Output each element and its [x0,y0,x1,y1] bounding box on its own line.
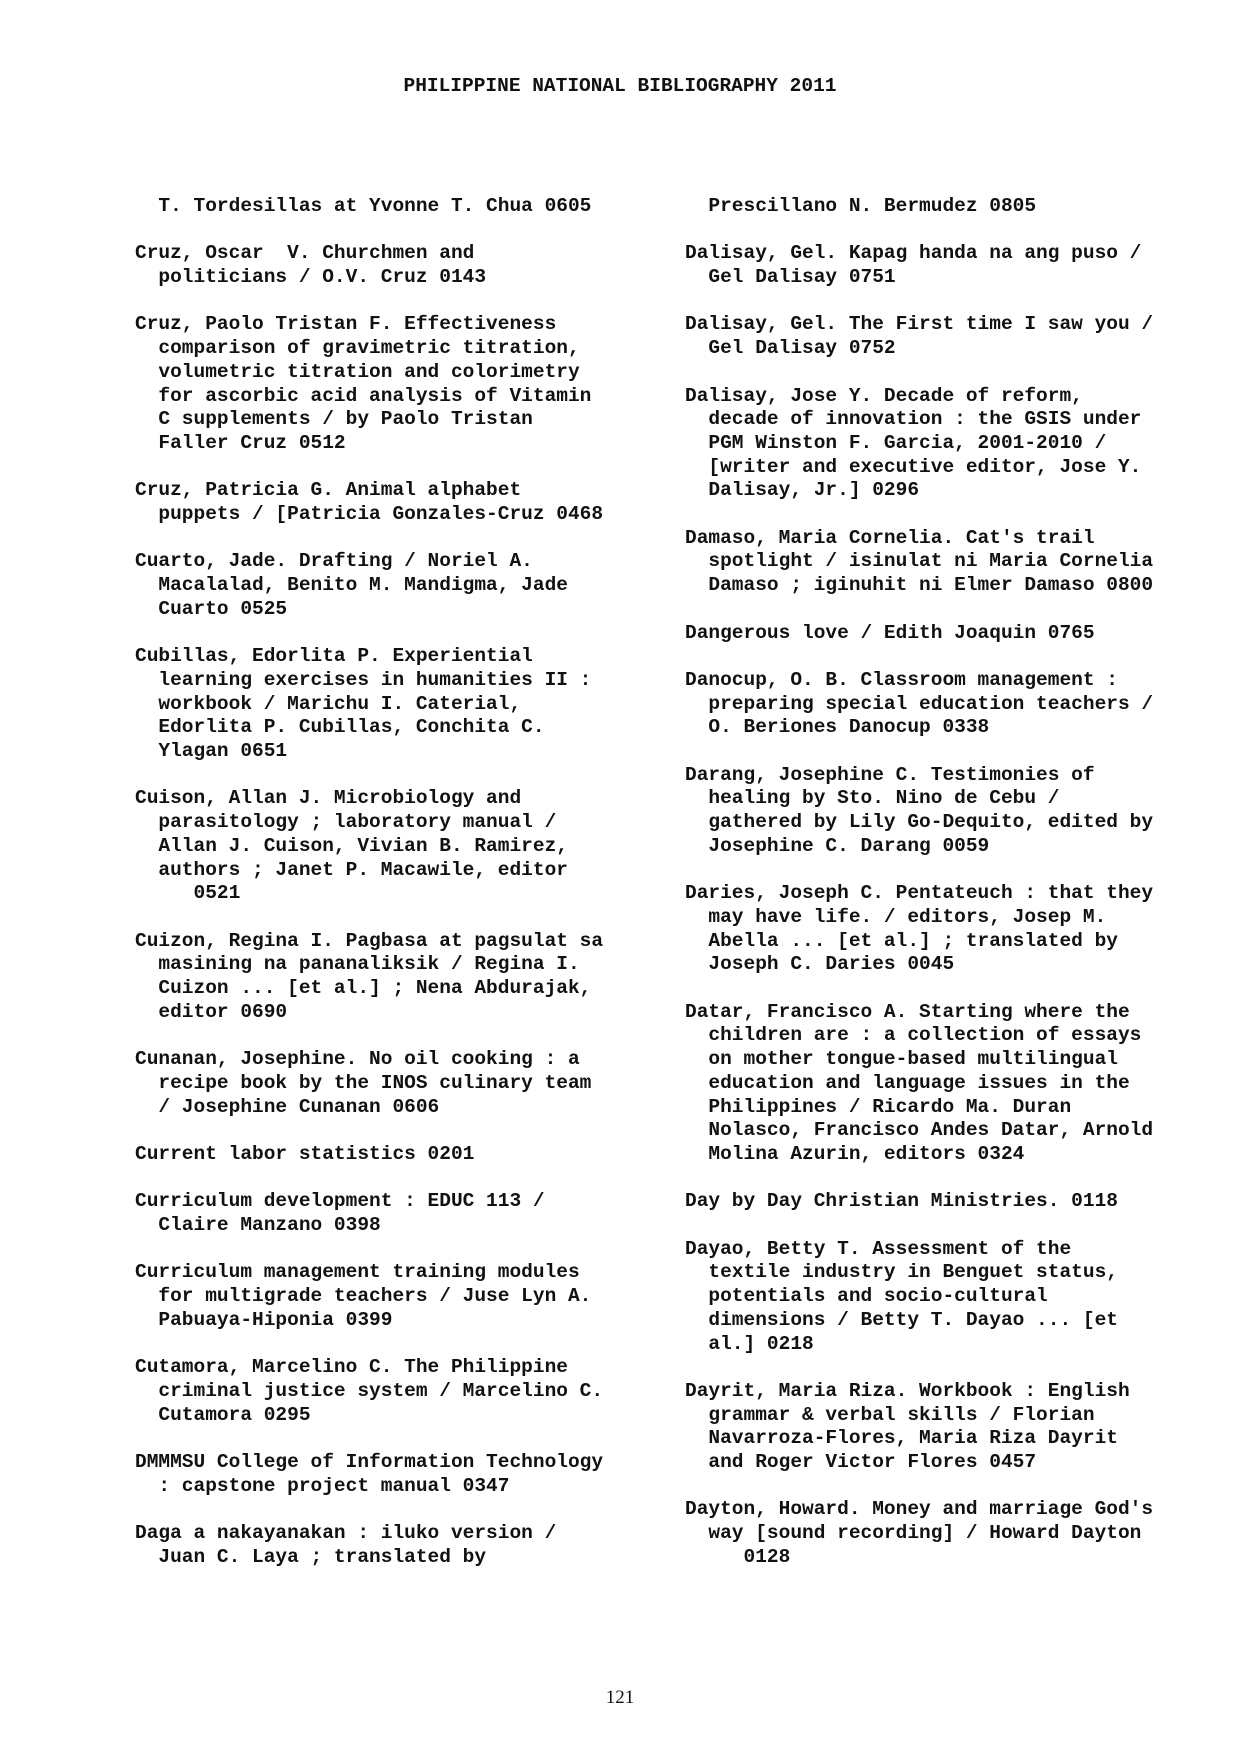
bib-entry: Cuizon, Regina I. Pagbasa at pagsulat sa masining na pananaliksik / Regina I. Cuizon ... [et al.] ; Nena Abdurajak, editor 0690 [135,929,604,1023]
bib-entry: Current labor statistics 0201 [135,1142,475,1165]
bib-entry: Damaso, Maria Cornelia. Cat's trail spotlight / isinulat ni Maria Cornelia Damaso ; iginuhit ni Elmer Damaso 0800 [685,526,1154,597]
bib-entry: Dayrit, Maria Riza. Workbook : English grammar & verbal skills / Florian Navarroza-Flores, Maria Riza Dayrit and Roger Victor Flores 0457 [685,1379,1130,1474]
bib-entry: Cunanan, Josephine. No oil cooking : a recipe book by the INOS culinary team / Josephine Cunanan 0606 [135,1048,592,1118]
page-number: 121 [605,1687,635,1708]
bib-entry: Dalisay, Gel. The First time I saw you / Gel Dalisay 0752 [685,313,1154,360]
bib-entry: Cubillas, Edorlita P. Experiential learning exercises in humanities II : workbook / Marichu I. Caterial, Edorlita P. Cubillas, Conchita C. Ylagan 0651 [135,645,592,763]
bib-entry: Cuison, Allan J. Microbiology and parasitology ; laboratory manual / Allan J. Cuison, Vivian B. Ramirez, authors ; Janet P. Macawile, editor 0521 [135,787,568,905]
bib-entry: Daga a nakayanakan : iluko version / Juan C. Laya ; translated by [135,1522,557,1568]
bib-entry: Curriculum management training modules for multigrade teachers / Juse Lyn A. Pabuaya-Hiponia 0399 [135,1261,592,1331]
bib-entry: Curriculum development : EDUC 113 / Claire Manzano 0398 [135,1190,545,1237]
bib-entry: Dangerous love / Edith Joaquin 0765 [685,621,1095,644]
bib-entry: Darang, Josephine C. Testimonies of healing by Sto. Nino de Cebu / gathered by Lily Go-Dequito, edited by Josephine C. Darang 0059 [685,763,1154,857]
bib-entry: Dayton, Howard. Money and marriage God's way [sound recording] / Howard Dayton 0128 [685,1498,1154,1568]
bib-entry: DMMMSU College of Information Technology : capstone project manual 0347 [135,1451,604,1497]
bib-entry: Dalisay, Jose Y. Decade of reform, decade of innovation : the GSIS under PGM Winston F. Garcia, 2001-2010 / [writer and executive editor, Jose Y. Dalisay, Jr.] 0296 [685,384,1142,502]
bib-entry: T. Tordesillas at Yvonne T. Chua 0605 [135,195,592,217]
left-column [135,195,675,1593]
bib-entry: Day by Day Christian Ministries. 0118 [685,1190,1118,1213]
bib-entry: Cutamora, Marcelino C. The Philippine criminal justice system / Marcelino C. Cutamora 0295 [135,1356,604,1426]
bib-entry: Cuarto, Jade. Drafting / Noriel A. Macalalad, Benito M. Mandigma, Jade Cuarto 0525 [135,550,568,620]
bib-entry: Prescillano N. Bermudez 0805 [685,195,1037,217]
right-column [685,195,1225,1593]
bib-entry: Cruz, Patricia G. Animal alphabet puppets / [Patricia Gonzales-Cruz 0468 [135,479,604,526]
bib-entry: Dalisay, Gel. Kapag handa na ang puso / Gel Dalisay 0751 [685,242,1142,289]
bib-entry: Datar, Francisco A. Starting where the children are : a collection of essays on mother tongue-based multilingual education and language issues in the Philippines / Ricardo Ma. Duran Nolasco, Francisco Andes Datar, Arnold Molina Azurin, editors 0324 [685,1000,1154,1165]
bib-entry: Cruz, Oscar V. Churchmen and politicians / O.V. Cruz 0143 [135,242,487,289]
bib-entry: Danocup, O. B. Classroom management : preparing special education teachers / O. Beriones Danocup 0338 [685,668,1154,739]
bib-entry: Dayao, Betty T. Assessment of the textile industry in Benguet status, potentials and socio-cultural dimensions / Betty T. Dayao ... [et al.] 0218 [685,1237,1118,1355]
bib-entry: Cruz, Paolo Tristan F. Effectiveness comparison of gravimetric titration, volumetric titration and colorimetry for ascorbic acid analysis of Vitamin C supplements / by Paolo Tristan Faller Cruz 0512 [135,313,592,454]
bib-entry: Daries, Joseph C. Pentateuch : that they may have life. / editors, Josep M. Abella ... [et al.] ; translated by Joseph C. Daries 0045 [685,882,1154,976]
running-header: PHILIPPINE NATIONAL BIBLIOGRAPHY 2011 [403,75,837,97]
